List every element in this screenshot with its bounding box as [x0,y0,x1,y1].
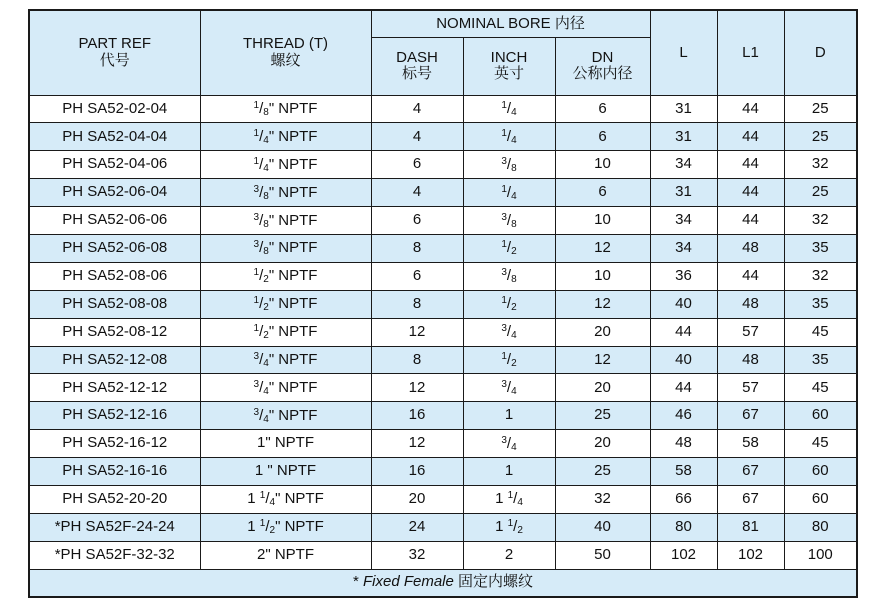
cell-l1: 81 [717,513,784,541]
cell-d: 80 [784,513,857,541]
cell-inch: 1 [463,402,555,430]
cell-l1: 44 [717,123,784,151]
cell-dn: 50 [555,541,650,569]
cell-dn: 25 [555,402,650,430]
inch-label: INCH [490,48,528,66]
cell-inch: 2 [463,541,555,569]
cell-part: *PH SA52F-32-32 [29,541,200,569]
table-row [29,346,857,374]
cell-part: PH SA52-06-06 [29,207,200,235]
thread-cn-label: 螺纹 [270,51,301,69]
cell-l: 44 [650,318,717,346]
dn-cn-label: 公称内径 [572,65,633,82]
cell-l: 58 [650,458,717,486]
cell-l: 48 [650,430,717,458]
table-row [29,402,857,430]
cell-part: PH SA52-04-06 [29,151,200,179]
cell-d: 25 [784,179,857,207]
cell-l1: 67 [717,402,784,430]
cell-d: 45 [784,318,857,346]
cell-inch: $^1/_4$ [463,123,555,151]
cell-part: PH SA52-06-08 [29,234,200,262]
cell-dn: 6 [555,123,650,151]
dash-cn-label: 标号 [401,65,432,82]
cell-dn: 25 [555,458,650,486]
cell-dash: 4 [371,179,463,207]
col-header-d: D [784,10,857,95]
cell-part: PH SA52-04-04 [29,123,200,151]
cell-dash: 12 [371,374,463,402]
cell-l: 31 [650,95,717,123]
cell-inch: $^1/_2$ [463,290,555,318]
cell-dash: 16 [371,402,463,430]
cell-l1: 58 [717,430,784,458]
thread-label: THREAD (T) [243,35,328,53]
cell-l1: 102 [717,541,784,569]
cell-part: PH SA52-16-16 [29,458,200,486]
cell-dash: 24 [371,513,463,541]
col-header-nominal-bore: NOMINAL BORE 内径 [371,10,650,37]
cell-part: PH SA52-08-06 [29,262,200,290]
cell-part: PH SA52-08-12 [29,318,200,346]
cell-l: 46 [650,402,717,430]
part-ref-label: PART REF [78,35,152,53]
cell-d: 25 [784,95,857,123]
col-header-inch [463,37,555,95]
cell-thread: $^3/_4$" NPTF [200,346,371,374]
cell-l1: 44 [717,207,784,235]
cell-l1: 67 [717,485,784,513]
cell-thread: $^3/_8$" NPTF [200,207,371,235]
cell-thread: $^1/_8$" NPTF [200,95,371,123]
cell-dash: 6 [371,207,463,235]
table-row [29,513,857,541]
footnote-prefix: * [352,573,363,591]
cell-dash: 6 [371,151,463,179]
cell-dash: 12 [371,318,463,346]
cell-d: 25 [784,123,857,151]
cell-dn: 6 [555,95,650,123]
cell-l: 66 [650,485,717,513]
cell-l: 80 [650,513,717,541]
cell-part: *PH SA52F-24-24 [29,513,200,541]
cell-dn: 10 [555,151,650,179]
cell-dn: 40 [555,513,650,541]
cell-thread: $^1/_4$" NPTF [200,151,371,179]
cell-thread: $^3/_4$" NPTF [200,402,371,430]
inch-cn-label: 英寸 [493,65,524,82]
cell-d: 45 [784,374,857,402]
cell-l1: 44 [717,262,784,290]
cell-dn: 20 [555,318,650,346]
col-header-dash [371,37,463,95]
cell-l: 102 [650,541,717,569]
table-row [29,207,857,235]
cell-inch: $^1/_2$ [463,234,555,262]
cell-l1: 57 [717,374,784,402]
cell-inch: $^1/_4$ [463,179,555,207]
col-header-thread [200,10,371,95]
cell-l: 34 [650,151,717,179]
cell-inch: 1 $^1/_2$ [463,513,555,541]
cell-l: 31 [650,123,717,151]
cell-dash: 4 [371,95,463,123]
cell-dash: 20 [371,485,463,513]
cell-d: 60 [784,485,857,513]
cell-thread: 1" NPTF [200,430,371,458]
table-row [29,318,857,346]
cell-l1: 48 [717,290,784,318]
cell-dash: 4 [371,123,463,151]
cell-thread: $^1/_4$" NPTF [200,123,371,151]
cell-l1: 67 [717,458,784,486]
cell-part: PH SA52-12-16 [29,402,200,430]
cell-dn: 20 [555,430,650,458]
cell-d: 45 [784,430,857,458]
col-header-l: L [650,10,717,95]
cell-thread: $^1/_2$" NPTF [200,290,371,318]
cell-dash: 32 [371,541,463,569]
cell-inch: $^3/_4$ [463,430,555,458]
cell-l1: 44 [717,95,784,123]
cell-inch: $^1/_4$ [463,95,555,123]
cell-thread: 2" NPTF [200,541,371,569]
cell-part: PH SA52-06-04 [29,179,200,207]
footnote-italic: Fixed Female [362,573,454,591]
table-row [29,290,857,318]
cell-d: 60 [784,402,857,430]
cell-inch: $^3/_8$ [463,207,555,235]
cell-l: 44 [650,374,717,402]
cell-d: 32 [784,207,857,235]
cell-part: PH SA52-12-12 [29,374,200,402]
table-row [29,541,857,569]
table-row [29,374,857,402]
cell-inch: $^1/_2$ [463,346,555,374]
cell-l1: 57 [717,318,784,346]
cell-l: 40 [650,290,717,318]
cell-l: 36 [650,262,717,290]
cell-inch: $^3/_8$ [463,151,555,179]
footnote-cn: 固定内螺纹 [453,573,534,591]
cell-dn: 32 [555,485,650,513]
table-row [29,123,857,151]
cell-d: 60 [784,458,857,486]
table-row [29,262,857,290]
table-row [29,95,857,123]
dn-label: DN [591,48,614,66]
cell-dn: 10 [555,262,650,290]
footnote [29,569,857,597]
cell-part: PH SA52-12-08 [29,346,200,374]
cell-dn: 10 [555,207,650,235]
table-body [29,95,857,569]
table-row [29,179,857,207]
cell-thread: $^1/_2$" NPTF [200,262,371,290]
cell-l1: 48 [717,234,784,262]
cell-dn: 12 [555,346,650,374]
cell-part: PH SA52-02-04 [29,95,200,123]
table-footer-row [29,569,857,597]
cell-l: 40 [650,346,717,374]
col-header-part-ref [29,10,200,95]
table-row [29,458,857,486]
cell-inch: 1 [463,458,555,486]
table-row [29,234,857,262]
part-ref-cn-label: 代号 [99,51,130,69]
cell-l1: 48 [717,346,784,374]
cell-part: PH SA52-08-08 [29,290,200,318]
cell-thread: $^3/_8$" NPTF [200,179,371,207]
cell-dash: 6 [371,262,463,290]
cell-part: PH SA52-16-12 [29,430,200,458]
cell-dash: 16 [371,458,463,486]
cell-l: 31 [650,179,717,207]
cell-thread: $^3/_4$" NPTF [200,374,371,402]
cell-dn: 20 [555,374,650,402]
cell-dash: 12 [371,430,463,458]
table-header [29,10,857,95]
col-header-l1: L1 [717,10,784,95]
cell-l: 34 [650,234,717,262]
cell-d: 32 [784,262,857,290]
cell-d: 35 [784,234,857,262]
cell-thread: 1 " NPTF [200,458,371,486]
cell-thread: 1 $^1/_4$" NPTF [200,485,371,513]
cell-thread: $^3/_8$" NPTF [200,234,371,262]
table-row [29,151,857,179]
cell-inch: $^3/_4$ [463,318,555,346]
cell-thread: $^1/_2$" NPTF [200,318,371,346]
table-row [29,430,857,458]
table-row [29,485,857,513]
cell-dn: 6 [555,179,650,207]
col-header-dn [555,37,650,95]
cell-dash: 8 [371,290,463,318]
cell-d: 32 [784,151,857,179]
cell-d: 35 [784,346,857,374]
cell-l: 34 [650,207,717,235]
cell-d: 100 [784,541,857,569]
cell-inch: $^3/_4$ [463,374,555,402]
cell-thread: 1 $^1/_2$" NPTF [200,513,371,541]
cell-part: PH SA52-20-20 [29,485,200,513]
cell-dn: 12 [555,290,650,318]
cell-inch: 1 $^1/_4$ [463,485,555,513]
cell-dn: 12 [555,234,650,262]
cell-d: 35 [784,290,857,318]
cell-dash: 8 [371,346,463,374]
cell-l1: 44 [717,179,784,207]
dash-label: DASH [396,48,438,66]
specification-table [28,9,858,598]
cell-l1: 44 [717,151,784,179]
cell-dash: 8 [371,234,463,262]
cell-inch: $^3/_8$ [463,262,555,290]
